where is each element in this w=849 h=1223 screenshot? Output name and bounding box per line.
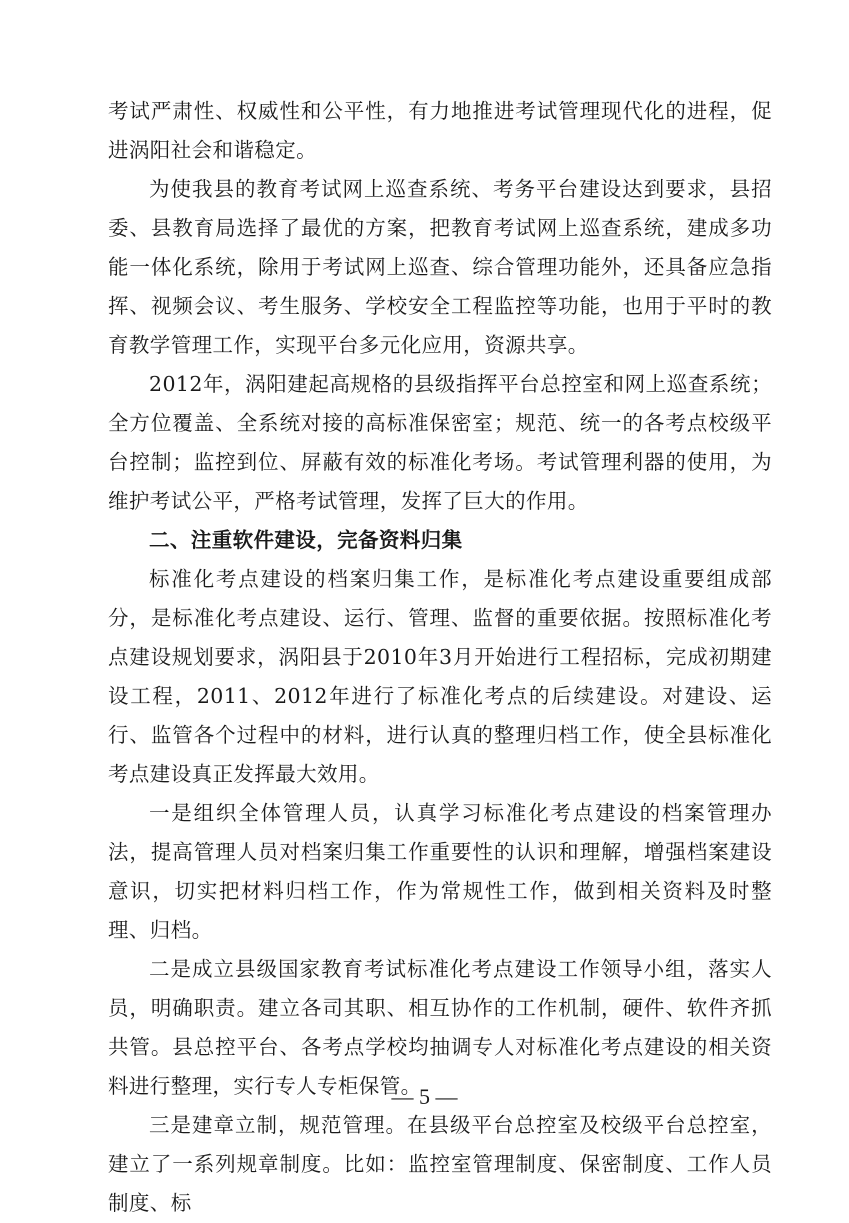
section-paragraph-1: 标准化考点建设的档案归集工作，是标准化考点建设重要组成部分，是标准化考点建设、运行、管理、监督的重要依据。按照标准化考点建设规划要求，涡阳县于2010年3月开始进行工程招标，完成初期建设工程，2011、2012年进行了标准化考点的后续建设。对建设、运行、监管各个过程中的材料，进行认真的整理归档工作，使全县标准化考点建设真正发挥最大效用。 [108,567,772,786]
section-heading: 二、注重软件建设，完备资料归集 [149,528,463,552]
document-body [108,92,772,1223]
paragraph-1: 考试严肃性、权威性和公平性，有力地推进考试管理现代化的进程，促进涡阳社会和谐稳定。 [108,99,772,162]
paragraph-3: 2012年，涡阳建起高规格的县级指挥平台总控室和网上巡查系统；全方位覆盖、全系统对接的高标准保密室；规范、统一的各考点校级平台控制；监控到位、屏蔽有效的标准化考场。考试管理利器的使用，为维护考试公平，严格考试管理，发挥了巨大的作用。 [108,372,772,513]
section-paragraph-3: 二是成立县级国家教育考试标准化考点建设工作领导小组，落实人员，明确职责。建立各司其职、相互协作的工作机制，硬件、软件齐抓共管。县总控平台、各考点学校均抽调专人对标准化考点建设的相关资料进行整理，实行专人专柜保管。 [108,957,772,1098]
page-number: — 5 — [391,1084,458,1109]
section-paragraph-2: 一是组织全体管理人员，认真学习标准化考点建设的档案管理办法，提高管理人员对档案归集工作重要性的认识和理解，增强档案建设意识，切实把材料归档工作，作为常规性工作，做到相关资料及时整理、归档。 [108,801,772,942]
section-paragraph-4: 三是建章立制，规范管理。在县级平台总控室及校级平台总控室，建立了一系列规章制度。比如：监控室管理制度、保密制度、工作人员制度、标 [108,1113,772,1215]
paragraph-2: 为使我县的教育考试网上巡查系统、考务平台建设达到要求，县招委、县教育局选择了最优的方案，把教育考试网上巡查系统，建成多功能一体化系统，除用于考试网上巡查、综合管理功能外，还具备应急指挥、视频会议、考生服务、学校安全工程监控等功能，也用于平时的教育教学管理工作，实现平台多元化应用，资源共享。 [108,177,772,357]
